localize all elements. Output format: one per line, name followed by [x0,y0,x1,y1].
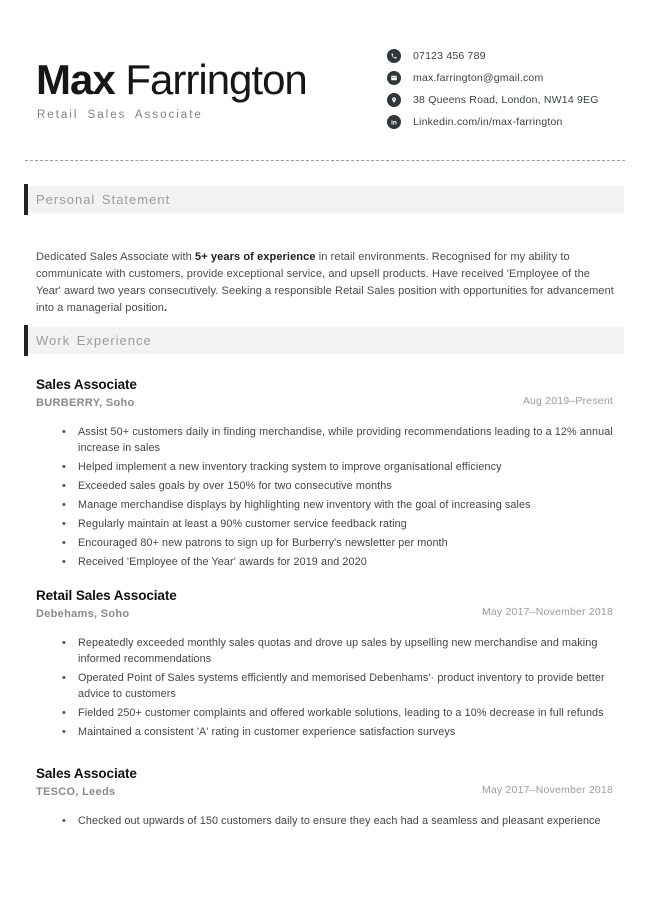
job-bullet: • Helped implement a new inventory tracking system to improve organisational efficiency [36,459,614,475]
full-name [36,56,307,103]
statement-body: in retail environments. Recognised for my ability to communicate with customers, provide exceptional service, and upsell products. Have received 'Employee of the Year' award two years consecutively. Seeking a responsible Retail Sales position with opportunities for advancement into a managerial position [36,251,614,314]
job-bullet-list [36,635,614,740]
contact-row-phone [387,45,627,67]
job-bullet: • Maintained a consistent 'A' rating in customer experience satisfaction surveys [36,724,614,740]
job-bullet: • Manage merchandise displays by highlighting new inventory with the goal of increasing sales [36,497,614,513]
job-entry-burberry [36,378,614,573]
job-head [36,589,614,620]
job-entry-debenhams [36,589,614,743]
job-bullet: • Operated Point of Sales systems efficiently and memorised Debenhams'· product inventory to provide better advice to customers [36,670,614,702]
section-title: Work Experience [36,333,152,348]
job-bullet-list [36,424,614,570]
statement-intro: Dedicated Sales Associate with [36,251,196,263]
phone-value: 07123 456 789 [413,50,486,62]
personal-statement-text [36,249,616,317]
job-company: BURBERRY, Soho [36,397,135,409]
contact-row-linkedin [387,111,627,133]
address-value: 38 Queens Road, London, NW14 9EG [413,94,599,106]
dashed-divider [25,160,625,161]
job-bullet: • Regularly maintain at least a 90% customer service feedback rating [36,516,614,532]
job-bullet: • Exceeded sales goals by over 150% for two consecutive months [36,478,614,494]
svg-text:in: in [391,119,397,127]
section-header-work-experience [24,327,624,354]
job-title: Sales Associate [36,377,137,392]
job-dates: May 2017–November 2018 [481,606,613,618]
name-block [36,56,307,103]
contact-row-email [387,67,627,89]
job-head [36,767,614,798]
phone-icon [387,49,401,63]
last-name: Farrington [114,56,307,103]
email-icon [387,71,401,85]
job-head [36,378,614,409]
job-bullet: • Fielded 250+ customer complaints and offered workable solutions, leading to a 10% decrease in full refunds [36,705,614,721]
statement-closing: . [163,302,168,314]
job-company: TESCO, Leeds [36,786,116,798]
statement-highlight: 5+ years of experience [195,251,316,263]
job-bullet: • Checked out upwards of 150 customers daily to ensure they each had a seamless and pleasant experience [36,813,614,829]
job-entry-tesco [36,767,614,832]
linkedin-value: Linkedin.com/in/max-farrington [413,116,563,128]
job-bullet: • Received 'Employee of the Year' awards for 2019 and 2020 [36,554,614,570]
job-title-subtitle: Retail Sales Associate [37,109,203,121]
section-title: Personal Statement [36,192,171,207]
section-accent-bar [24,325,28,356]
job-bullet: • Repeatedly exceeded monthly sales quotas and drove up sales by upselling new merchandise and making informed recommendations [36,635,614,667]
contact-row-address [387,89,627,111]
job-title: Retail Sales Associate [36,588,177,603]
contact-block [387,45,627,133]
linkedin-icon [387,115,401,129]
section-header-personal-statement [24,186,624,213]
job-bullet: • Encouraged 80+ new patrons to sign up for Burberry's newsletter per month [36,535,614,551]
first-name: Max [36,56,115,103]
location-icon [387,93,401,107]
job-title: Sales Associate [36,766,137,781]
job-dates: Aug 2019–Present [522,395,613,407]
job-dates: May 2017–November 2018 [481,784,613,796]
job-company: Debehams, Soho [36,608,130,620]
email-value: max.farrington@gmail.com [413,72,544,84]
job-bullet: • Assist 50+ customers daily in finding merchandise, while providing recommendations leading to a 12% annual increase in sales [36,424,614,456]
section-accent-bar [24,184,28,215]
job-bullet-list [36,813,614,829]
